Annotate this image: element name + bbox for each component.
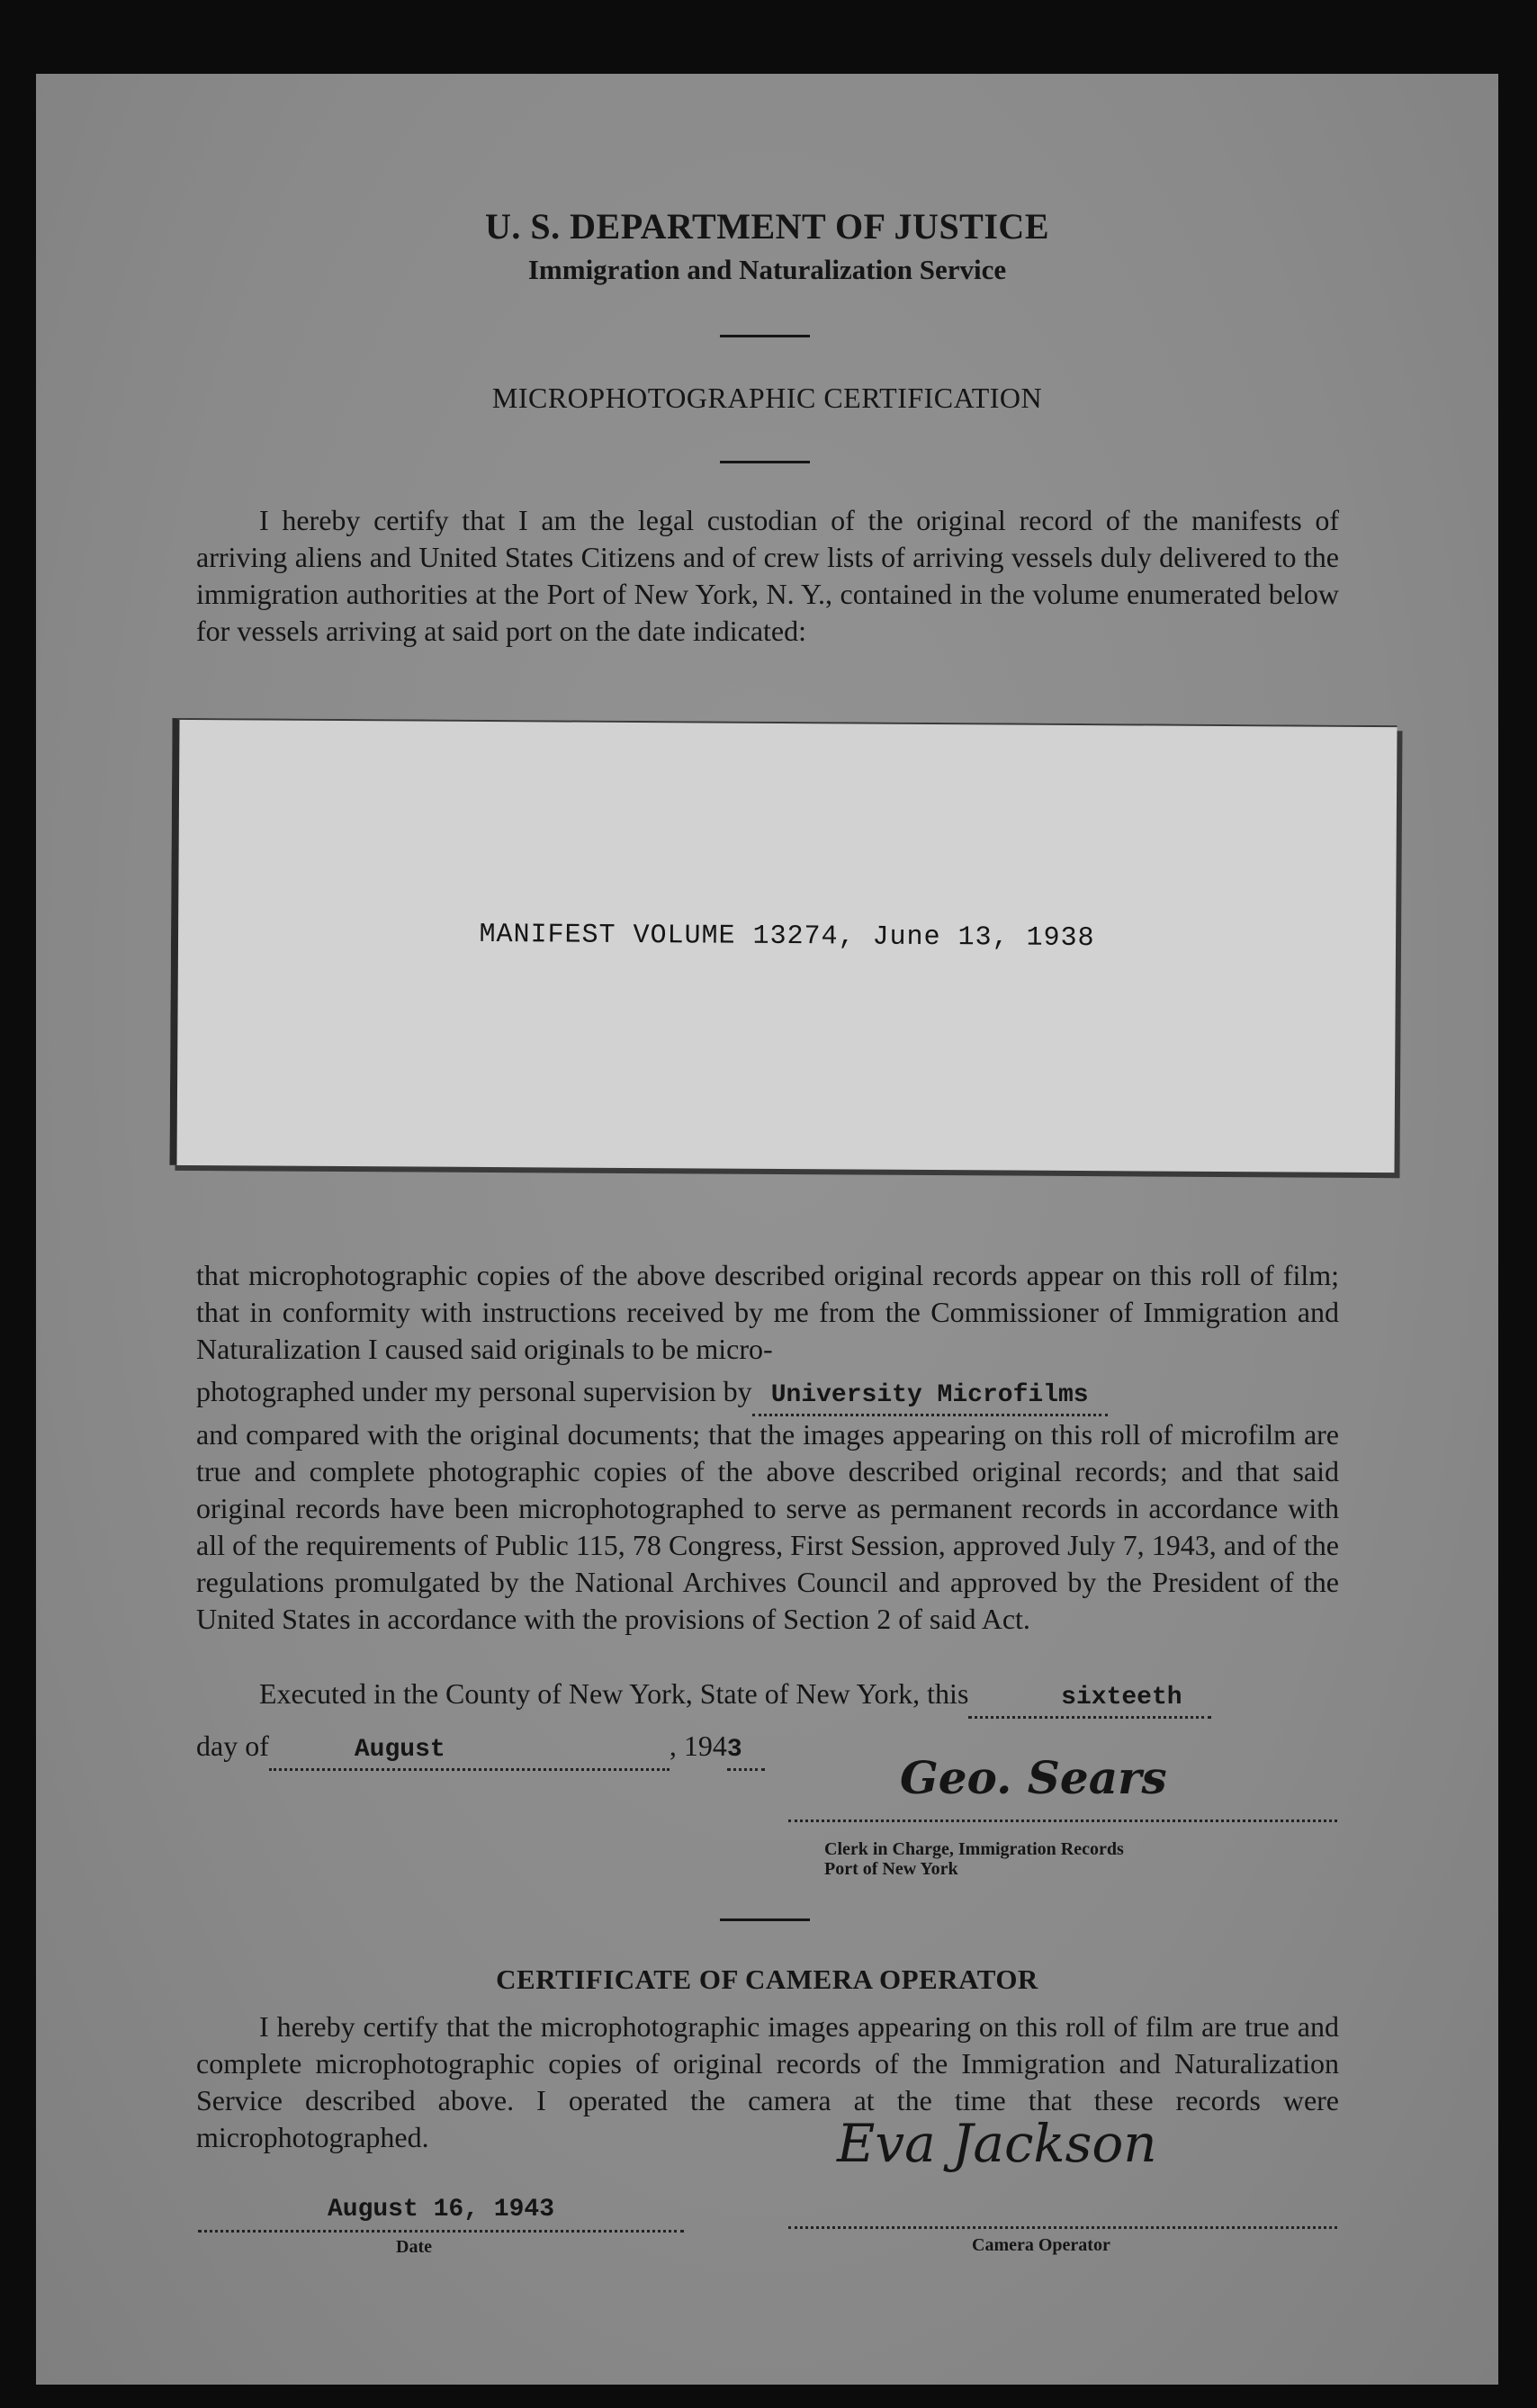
body-part-3: and compared with the original documents; that the images appearing on this roll of microfilm are true and complete photographic copies of the above described original records; and that said original records have been microphotographed to serve as permanent records in accordance with all of the requirements of Public 115, 78 Congress, First Session, approved July 7, 1943, and of the regulations promulgated by the National Archives Council and approved by the President of the United States in accordance with the provisions of Section 2 of said Act. <box>196 1418 1339 1635</box>
camera-paragraph: I hereby certify that the microphotographic images appearing on this roll of film are true and complete microphotographic copies of original records of the Immigration and Naturalization Service described above. I operated the camera at the time that these records were microphotographed. <box>196 2010 1339 2153</box>
certificate-sheet <box>36 74 1498 2385</box>
date-value: August 16, 1943 <box>327 2196 555 2224</box>
clerk-signature: Geo. Sears <box>900 1751 1167 1804</box>
day-of-line: day of August , 1943 <box>196 1728 916 1771</box>
divider <box>720 1918 810 1921</box>
manifest-volume-text: MANIFEST VOLUME 13274, June 13, 1938 <box>479 919 1095 955</box>
intro-paragraph: I hereby certify that I am the legal custodian of the original record of the manifests of arriving aliens and United States Citizens and of crew lists of arriving vessels duly delivered to the immigration authorities at the Port of New York, N. Y., contained in the volume enumerated below for vessels arriving at said port on the date indicated: <box>196 504 1339 647</box>
day-value: sixteeth <box>1061 1684 1182 1712</box>
manifest-slip <box>169 718 1397 1173</box>
body-part-1: that microphotographic copies of the above described original records appear on this roll of film; that in conformity with instructions received by me from the Commissioner of Immigration and Naturalization I caused said originals to be micro- <box>196 1259 1339 1365</box>
date-line <box>198 2196 684 2233</box>
operator-label: Camera Operator <box>972 2235 1110 2255</box>
date-label: Date <box>396 2237 432 2257</box>
certification-body <box>196 1257 1339 1638</box>
clerk-signature-line <box>788 1819 1337 1822</box>
operator-signature: Eva Jackson <box>837 2113 1157 2174</box>
service-subtitle: Immigration and Naturalization Service <box>527 254 1007 285</box>
executed-line: Executed in the County of New York, State of New York, this sixteeth <box>196 1676 1339 1719</box>
supervision-line: photographed under my personal supervision by University Microfilms <box>196 1373 1339 1416</box>
operator-signature-line <box>788 2226 1337 2229</box>
certification-title: MICROPHOTOGRAPHIC CERTIFICATION <box>491 382 1043 414</box>
clerk-title: Clerk in Charge, Immigration Records Port of New York <box>824 1839 1124 1879</box>
divider <box>720 335 810 337</box>
divider <box>720 461 810 463</box>
camera-heading: CERTIFICATE OF CAMERA OPERATOR <box>496 1963 1038 1995</box>
month-value: August <box>354 1736 445 1764</box>
year-digit: 3 <box>726 1736 742 1764</box>
department-title: U. S. DEPARTMENT OF JUSTICE <box>485 206 1049 247</box>
filled-by-value: University Microfilms <box>770 1381 1089 1409</box>
